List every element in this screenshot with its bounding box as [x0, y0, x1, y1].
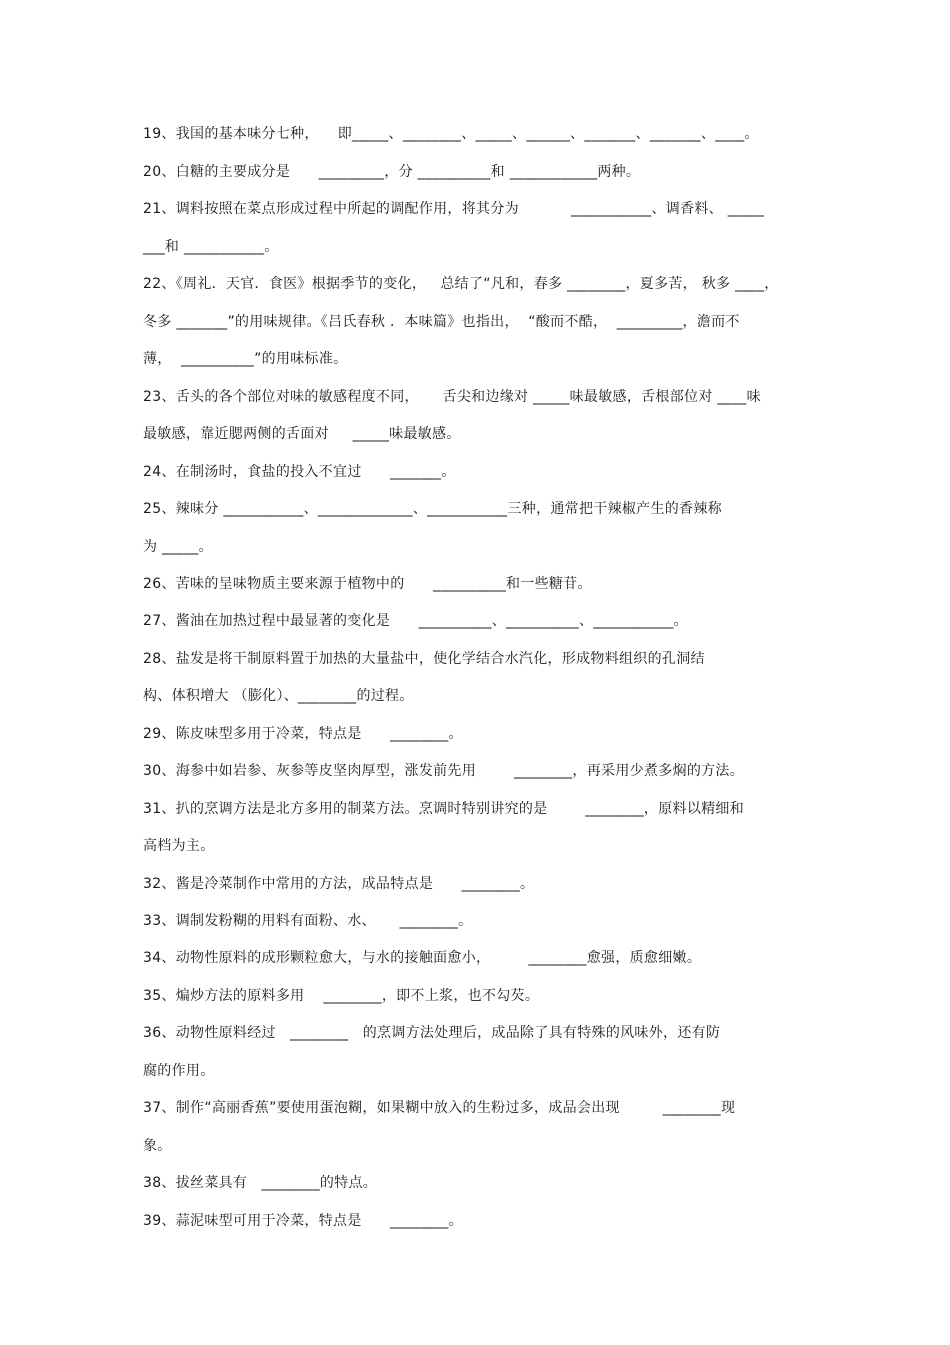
question-21-line-1: [143, 199, 800, 219]
question-34-line-1: [143, 948, 800, 968]
question-31-line-2: [143, 836, 800, 856]
question-25-line-2: [143, 537, 800, 557]
question-35-line-1: [143, 986, 800, 1006]
question-text: 29、陈皮味型多用于冷菜，特点是 ________。: [143, 726, 463, 742]
question-text: 31、扒的烹调方法是北方多用的制菜方法。烹调时特别讲究的是 ________，原料以精细和: [143, 801, 745, 817]
question-31-line-1: [143, 799, 800, 819]
question-text: ___和 ___________。: [143, 239, 279, 255]
question-text: 38、拔丝菜具有 ________的特点。: [143, 1175, 378, 1191]
question-text: 最敏感，靠近腮两侧的舌面对 _____味最敏感。: [143, 426, 461, 442]
question-text: 腐的作用。: [143, 1063, 215, 1079]
question-23-line-1: [143, 387, 800, 407]
question-text: 37、制作“高丽香蕉”要使用蛋泡糊，如果糊中放入的生粉过多，成品会出现 ________现: [143, 1100, 736, 1116]
question-text: 冬多 _______”的用味规律。《吕氏春秋 ．本味篇》也指出， “酸而不酷， _________，澹而不: [143, 314, 740, 330]
question-25-line-1: [143, 499, 800, 519]
question-22-line-1: [143, 274, 800, 294]
question-text: 35、煸炒方法的原料多用 ________，即不上浆，也不勾芡。: [143, 988, 540, 1004]
question-19-line-1: [143, 124, 800, 144]
question-37-line-1: [143, 1098, 800, 1118]
question-26-line-1: [143, 574, 800, 594]
question-text: 为 _____。: [143, 539, 213, 555]
question-text: 22、《周礼．天官．食医》根据季节的变化， 总结了“凡和，春多 ________，夏多苦， 秋多 ____，: [143, 276, 779, 292]
question-text: 象。: [143, 1138, 172, 1154]
question-text: 构、体积增大 （膨化）、________的过程。: [143, 688, 414, 704]
question-text: 21、调料按照在菜点形成过程中所起的调配作用，将其分为 ___________、调香料、 _____: [143, 201, 765, 217]
question-29-line-1: [143, 724, 800, 744]
question-text: 34、动物性原料的成形颗粒愈大，与水的接触面愈小， ________愈强，质愈细嫩。: [143, 950, 702, 966]
question-24-line-1: [143, 462, 800, 482]
question-21-line-2: [143, 237, 800, 257]
question-36-line-2: [143, 1061, 800, 1081]
question-text: 39、蒜泥味型可用于冷菜，特点是 ________。: [143, 1213, 463, 1229]
question-text: 高档为主。: [143, 838, 215, 854]
question-22-line-2: [143, 312, 800, 332]
question-text: 24、在制汤时，食盐的投入不宜过 _______。: [143, 464, 456, 480]
question-23-line-2: [143, 424, 800, 444]
question-22-line-3: [143, 349, 800, 369]
question-36-line-1: [143, 1023, 800, 1043]
question-38-line-1: [143, 1173, 800, 1193]
question-30-line-1: [143, 761, 800, 781]
question-32-line-1: [143, 874, 800, 894]
question-37-line-2: [143, 1136, 800, 1156]
question-text: 26、苦味的呈味物质主要来源于植物中的 __________和一些糖苷。: [143, 576, 592, 592]
question-text: 25、辣味分 ___________、_____________、___________三种，通常把干辣椒产生的香辣称: [143, 501, 722, 517]
question-text: 19、我国的基本味分七种， 即_____、________、_____、______、_______、_______、____。: [143, 126, 759, 142]
question-text: 薄， __________”的用味标准。: [143, 351, 348, 367]
question-27-line-1: [143, 611, 800, 631]
question-text: 28、盐发是将干制原料置于加热的大量盐中，使化学结合水汽化，形成物料组织的孔洞结: [143, 651, 705, 667]
question-39-line-1: [143, 1211, 800, 1231]
question-33-line-1: [143, 911, 800, 931]
question-text: 33、调制发粉糊的用料有面粉、水、 ________。: [143, 913, 473, 929]
question-text: 23、舌头的各个部位对味的敏感程度不同， 舌尖和边缘对 _____味最敏感，舌根部位对 ____味: [143, 389, 761, 405]
question-text: 36、动物性原料经过 ________ 的烹调方法处理后，成品除了具有特殊的风味外，还有防: [143, 1025, 721, 1041]
question-20-line-1: [143, 162, 800, 182]
question-text: 32、酱是冷菜制作中常用的方法，成品特点是 ________。: [143, 876, 535, 892]
question-text: 30、海参中如岩参、灰参等皮坚肉厚型，涨发前先用 ________，再采用少煮多焖的方法。: [143, 763, 745, 779]
question-28-line-2: [143, 686, 800, 706]
question-text: 27、酱油在加热过程中最显著的变化是 __________、__________、___________。: [143, 613, 688, 629]
question-text: 20、白糖的主要成分是 _________，分 __________和 ____________两种。: [143, 164, 641, 180]
question-28-line-1: [143, 649, 800, 669]
